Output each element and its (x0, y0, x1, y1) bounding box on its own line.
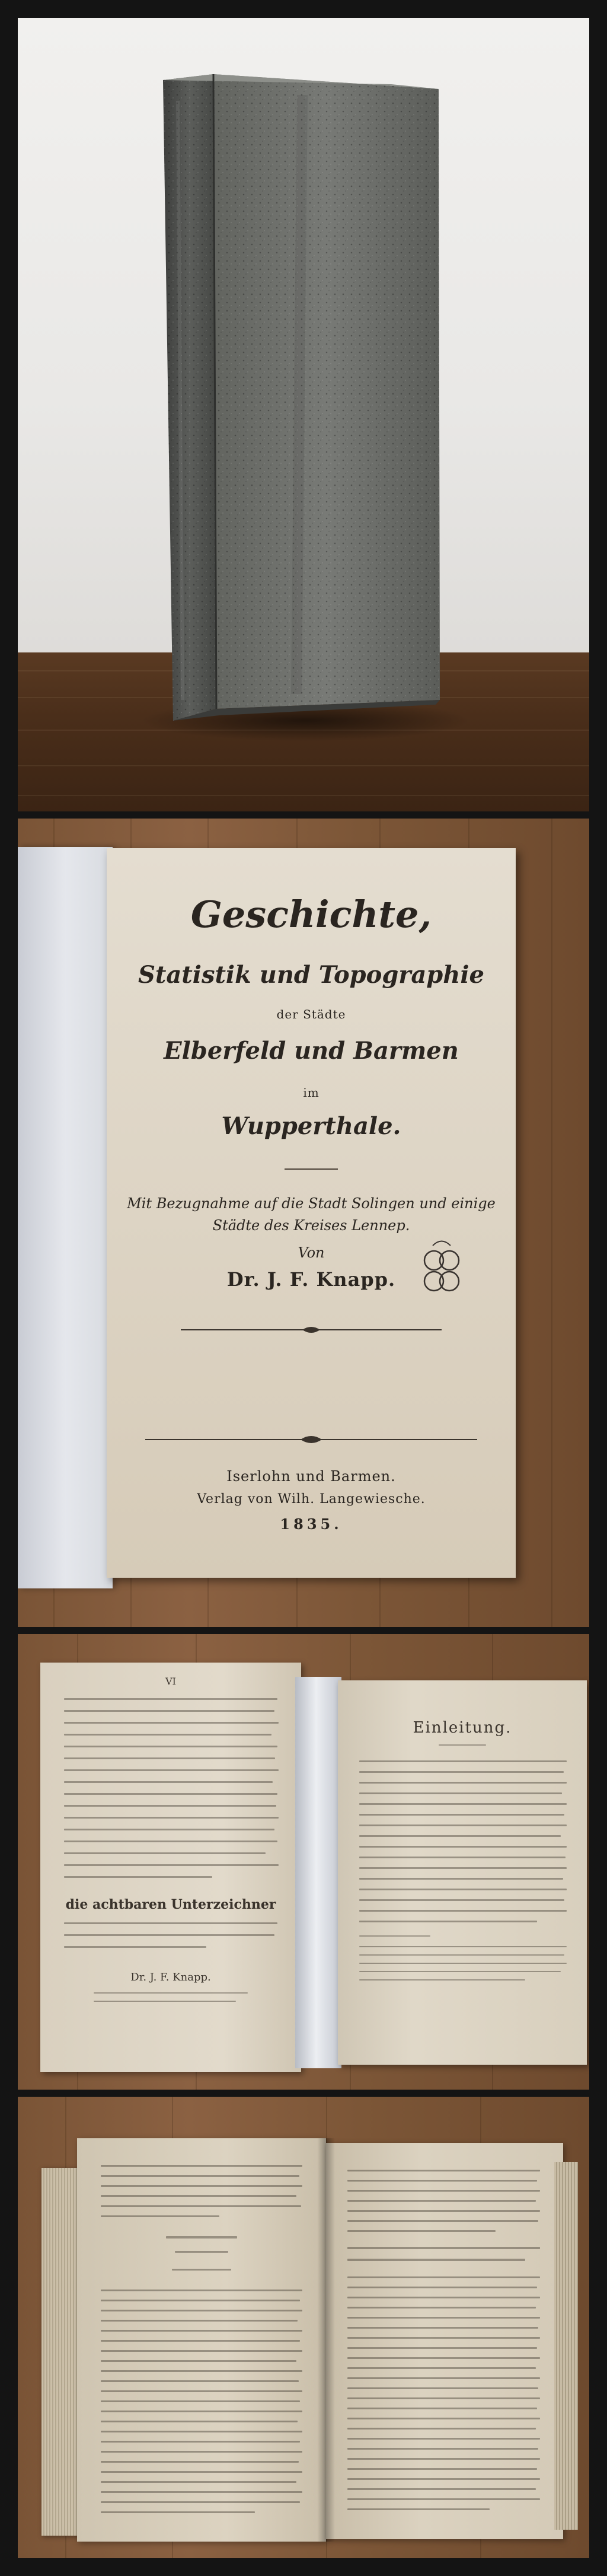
region-text: Wupperthale. (221, 1112, 401, 1140)
divider-1 (285, 1168, 338, 1170)
ornament-divider-2-icon (145, 1432, 477, 1447)
highlighted-heading: die achtbaren Unterzeichner (65, 1897, 276, 1912)
title-page (107, 848, 516, 1578)
open-front-cover (18, 847, 113, 1588)
signature-name: Dr. J. F. Knapp. (130, 1971, 211, 1983)
publication-year: 1835. (280, 1515, 343, 1533)
im-text: im (303, 1085, 320, 1100)
von-text: Von (298, 1244, 325, 1261)
panel-open-spread (18, 1634, 589, 2090)
standing-book (18, 18, 589, 811)
author-name: Dr. J. F. Knapp. (226, 1268, 396, 1291)
panel-book-standing (18, 18, 589, 811)
cities-text: Elberfeld und Barmen (164, 1037, 459, 1065)
book-title: Geschichte, (190, 893, 432, 936)
page-edges-right (554, 2162, 578, 2530)
ornament-divider-icon (181, 1323, 442, 1337)
note-line-1: Mit Bezugnahme auf die Stadt Solingen und einige (127, 1195, 496, 1212)
publisher-text: Verlag von Wilh. Langewiesche. (197, 1492, 426, 1507)
library-stamp-icon (415, 1234, 468, 1299)
book-subtitle: Statistik und Topographie (138, 961, 484, 989)
right-page-text (326, 2143, 563, 2539)
panel-title-page (18, 819, 589, 1627)
left-page-preface (40, 1663, 301, 2072)
left-page-text (77, 2138, 326, 2542)
note-line-2: Städte des Kreises Lennep. (212, 1217, 410, 1234)
right-page-introduction (338, 1680, 587, 2065)
book-gutter (317, 2138, 335, 2542)
der-staedte-text: der Städte (276, 1007, 346, 1021)
chapter-heading: Einleitung. (413, 1719, 512, 1737)
panel-open-book-angled (18, 2097, 589, 2558)
publication-place: Iserlohn und Barmen. (226, 1468, 396, 1485)
page-number: VI (165, 1676, 176, 1687)
book-spine-inner (295, 1677, 341, 2068)
